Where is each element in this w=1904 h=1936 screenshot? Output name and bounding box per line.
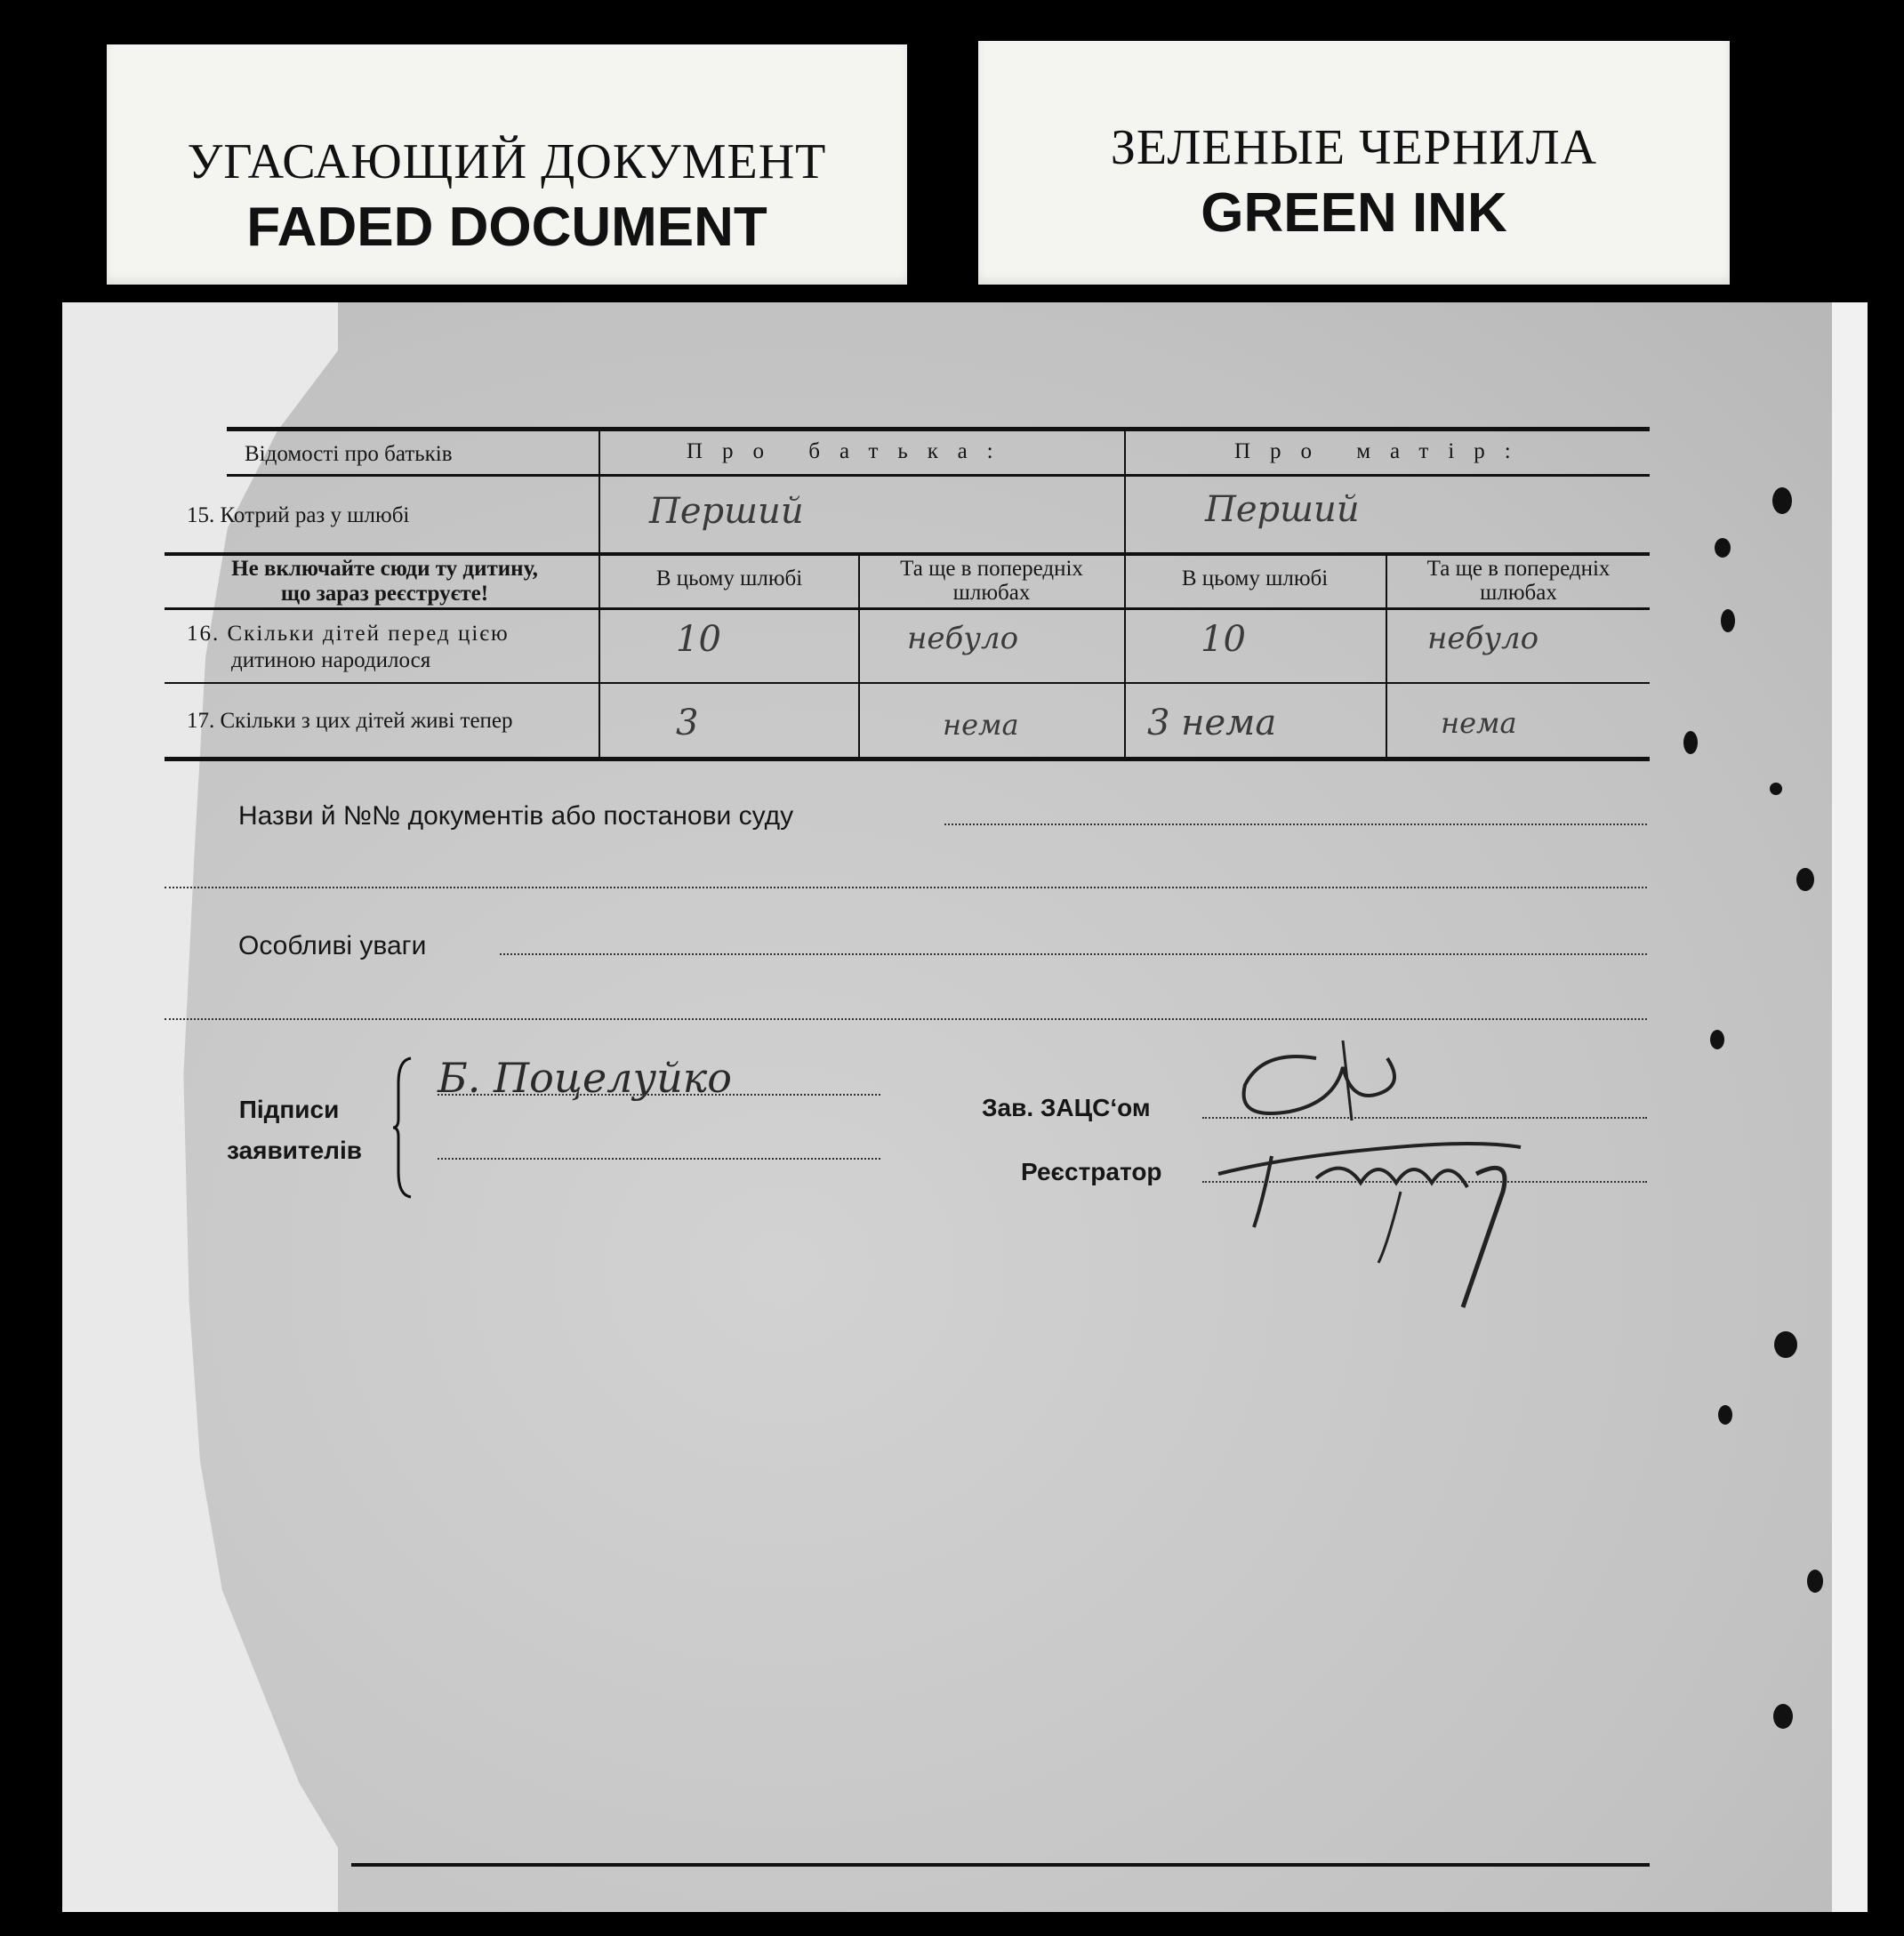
subheader-mother-prev xyxy=(1387,557,1650,605)
header-parents-info: Відомості про батьків xyxy=(245,442,453,466)
signatures-label xyxy=(227,1089,362,1171)
binding-hole xyxy=(1770,783,1782,795)
table-top-rule xyxy=(227,427,1650,431)
binding-hole xyxy=(1807,1570,1823,1593)
green-ink-label xyxy=(978,41,1730,285)
row16-label xyxy=(187,621,510,674)
subheader-note-line2: що зараз реєструєте! xyxy=(280,582,489,606)
page-bottom-rule xyxy=(351,1863,1650,1867)
row16-mother-prev: небуло xyxy=(1427,621,1539,656)
documents-field-label: Назви й №№ документів або постанови суду xyxy=(238,801,794,831)
col-divider xyxy=(599,430,600,759)
table-bottom-rule xyxy=(165,757,1650,761)
row16-label-line2: дитиною народилося xyxy=(231,648,431,672)
subheader-note xyxy=(173,557,596,607)
subheader-note-line1: Не включайте сюди ту дитину, xyxy=(231,557,538,581)
faded-document-label xyxy=(107,44,907,285)
binding-hole xyxy=(1774,1331,1797,1358)
header-mother: Про матір: xyxy=(1234,439,1530,463)
row16-label-line1: 16. Скільки дітей перед цією xyxy=(187,622,510,646)
signatures-label-line2: заявителів xyxy=(227,1137,362,1164)
binding-hole xyxy=(1772,487,1792,514)
binding-hole xyxy=(1718,1405,1732,1425)
page-right-edge xyxy=(1832,302,1868,1912)
row17-father-this: 3 xyxy=(676,703,699,743)
row16-father-prev: небуло xyxy=(907,621,1019,656)
row16-bottom-rule xyxy=(165,682,1650,684)
row17-mother-this: 3 нема xyxy=(1147,703,1277,743)
binding-hole xyxy=(1710,1030,1724,1049)
binding-hole xyxy=(1721,609,1735,632)
row17-label: 17. Скільки з цих дітей живі тепер xyxy=(187,709,513,733)
subheader-father-this: В цьому шлюбі xyxy=(655,566,803,590)
subheader-bottom-rule xyxy=(165,607,1650,610)
row15-mother-value: Перший xyxy=(1205,489,1360,530)
subheader-mother-prev-line1: Та ще в попередніх xyxy=(1426,557,1611,581)
row17-father-prev: нема xyxy=(943,708,1019,742)
special-notes-label: Особливі уваги xyxy=(238,931,427,960)
subheader-father-prev-line1: Та ще в попередніх xyxy=(900,557,1083,581)
registrar-label: Реєстратор xyxy=(1021,1158,1162,1185)
faded-label-en: FADED DOCUMENT xyxy=(246,197,767,258)
row16-mother-this: 10 xyxy=(1201,619,1246,660)
applicant-signature: Б. Поцелуйко xyxy=(438,1054,732,1102)
binding-hole xyxy=(1796,868,1814,891)
binding-hole xyxy=(1683,731,1698,754)
row17-mother-prev: нема xyxy=(1441,706,1517,740)
applicant-signature-line-2 xyxy=(438,1158,880,1160)
subheader-father-prev-line2: шлюбах xyxy=(952,581,1031,605)
official-signatures xyxy=(1209,1023,1654,1316)
head-zags-label: Зав. ЗАЦС‘ом xyxy=(982,1094,1151,1121)
row15-bottom-rule xyxy=(165,552,1650,556)
green-label-ru: ЗЕЛЕНЫЕ ЧЕРНИЛА xyxy=(1110,120,1598,175)
faded-label-ru: УГАСАЮЩИЙ ДОКУМЕНТ xyxy=(187,134,827,189)
applicant-signature-line xyxy=(438,1094,880,1096)
subheader-mother-prev-line2: шлюбах xyxy=(1480,581,1557,605)
col-divider xyxy=(1124,430,1126,759)
row15-father-value: Перший xyxy=(649,491,804,532)
row15-label: 15. Котрий раз у шлюбі xyxy=(187,503,410,527)
special-notes-line xyxy=(500,953,1647,955)
subheader-mother-this: В цьому шлюбі xyxy=(1181,566,1329,590)
binding-hole xyxy=(1773,1704,1793,1729)
row16-father-this: 10 xyxy=(676,619,721,660)
signatures-brace xyxy=(391,1056,418,1199)
special-notes-line-2 xyxy=(165,1018,1647,1020)
table-header-rule xyxy=(227,474,1650,477)
header-father: Про батька: xyxy=(687,439,1013,463)
green-label-en: GREEN INK xyxy=(1201,182,1507,244)
binding-hole xyxy=(1715,538,1731,558)
subheader-father-prev xyxy=(860,557,1123,605)
signatures-label-line1: Підписи xyxy=(238,1096,340,1123)
documents-field-line xyxy=(944,823,1647,825)
documents-field-line-2 xyxy=(165,887,1647,888)
